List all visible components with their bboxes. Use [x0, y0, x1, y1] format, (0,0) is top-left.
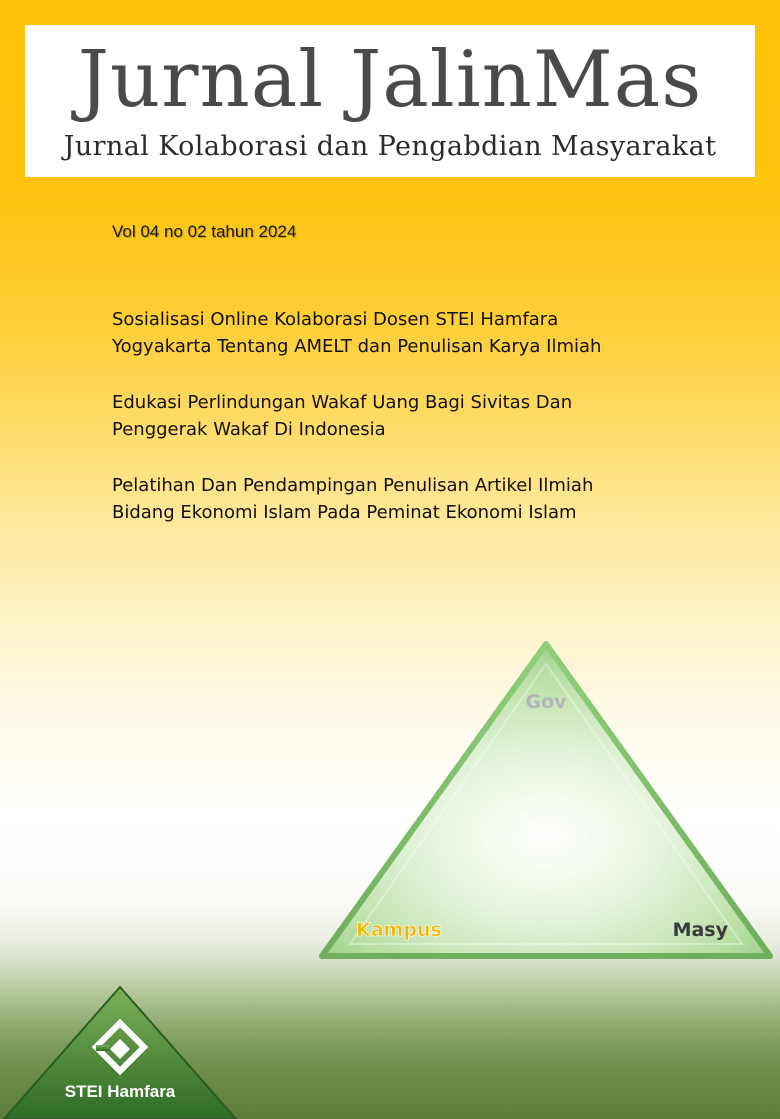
- journal-title: Jurnal JalinMas: [77, 35, 703, 125]
- triangle-label-right: Masy: [672, 919, 728, 941]
- triangle-label-top: Gov: [525, 691, 567, 713]
- publisher-logo: [0, 985, 240, 1119]
- article-title: Edukasi Perlindungan Wakaf Uang Bagi Sivitas Dan Penggerak Wakaf Di Indonesia: [112, 392, 573, 440]
- journal-subtitle: Jurnal Kolaborasi dan Pengabdian Masyarakat: [63, 131, 717, 162]
- collaboration-triangle: [300, 630, 780, 970]
- publisher-name: STEI Hamfara: [64, 1082, 176, 1101]
- triangle-label-left: Kampus: [356, 919, 442, 941]
- masthead: [25, 25, 755, 177]
- issue-info: Vol 04 no 02 tahun 2024: [112, 222, 297, 241]
- article-list: [112, 306, 712, 555]
- article-title: Pelatihan Dan Pendampingan Penulisan Artikel Ilmiah Bidang Ekonomi Islam Pada Peminat Ekonomi Islam: [112, 475, 594, 523]
- article-title: Sosialisasi Online Kolaborasi Dosen STEI Hamfara Yogyakarta Tentang AMELT dan Penulisan Karya Ilmiah: [112, 309, 602, 357]
